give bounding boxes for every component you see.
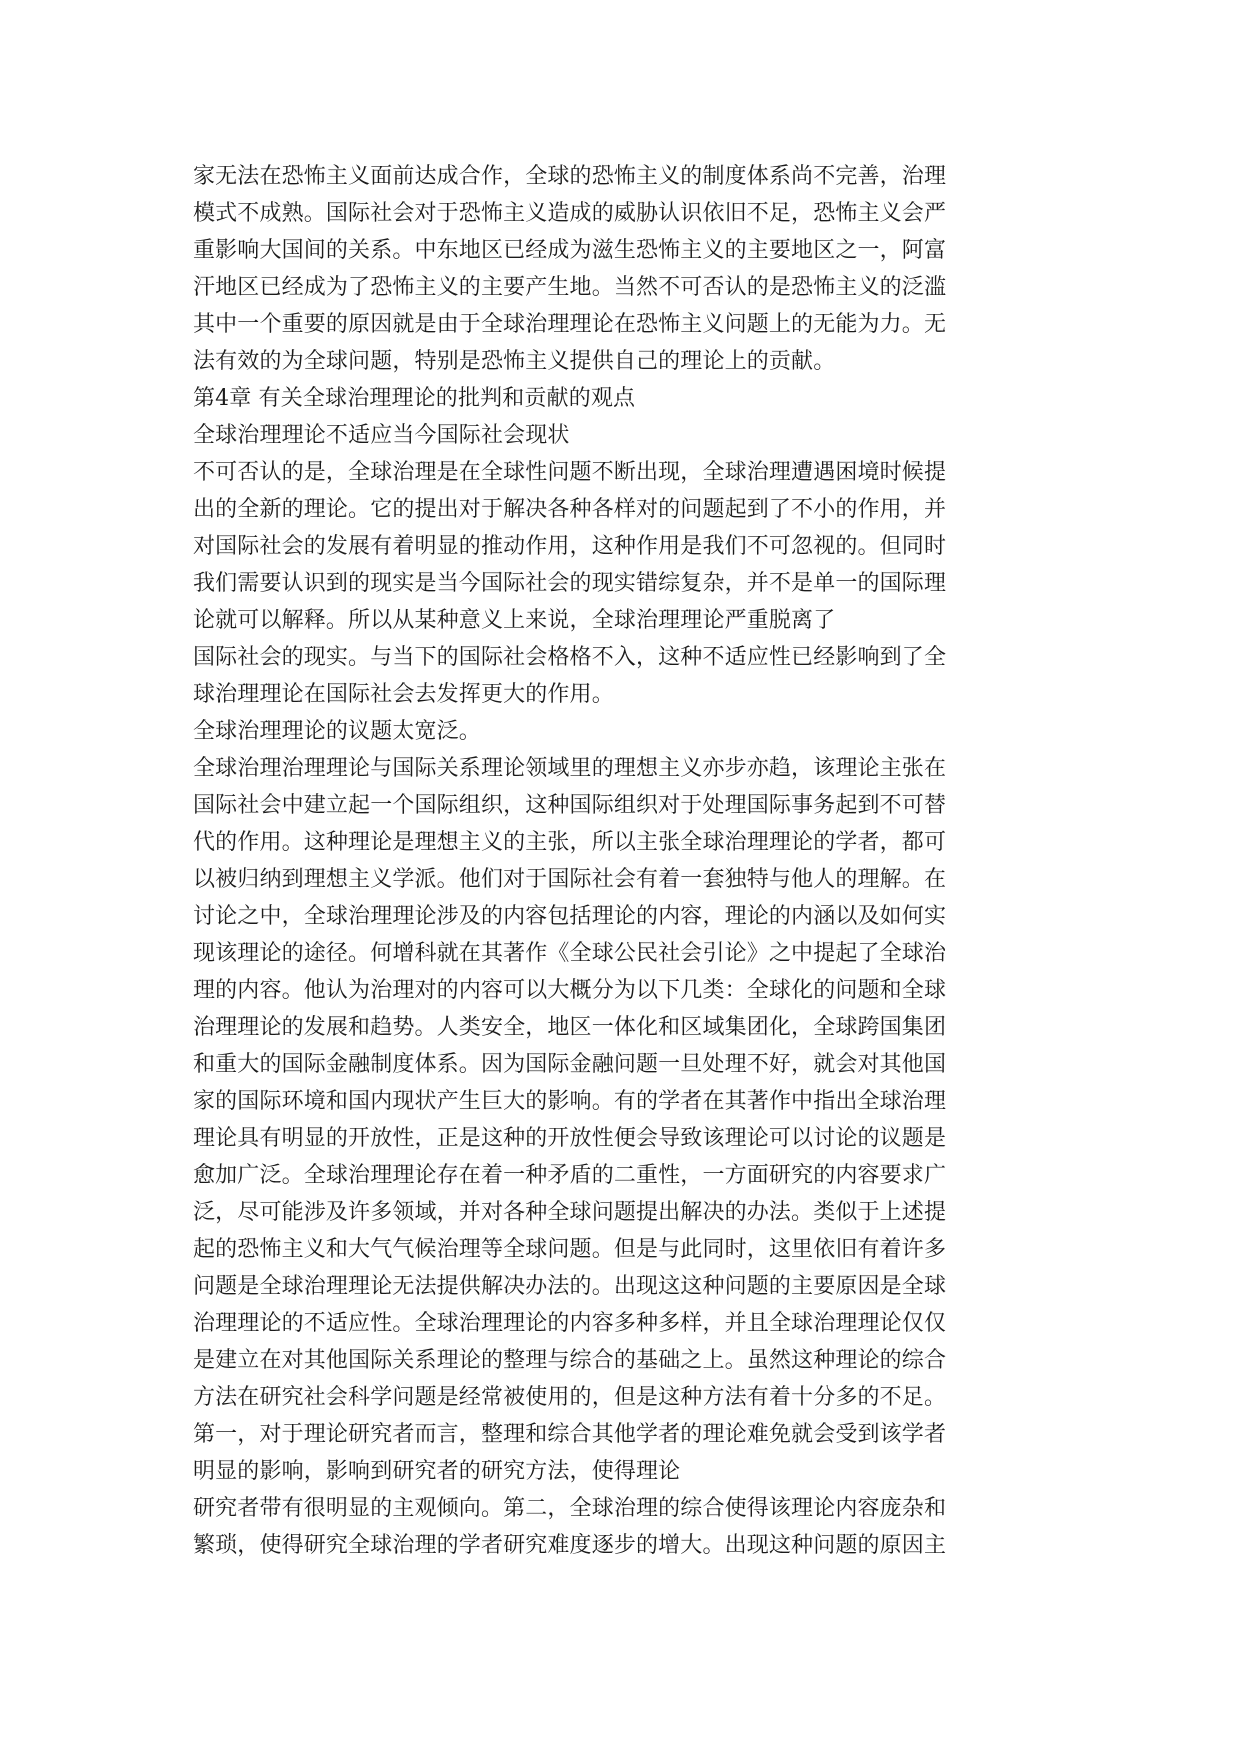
text-line: 问题是全球治理理论无法提供解决办法的。出现这这种问题的主要原因是全球: [193, 1274, 947, 1299]
text-line: 其中一个重要的原因就是由于全球治理理论在恐怖主义问题上的无能为力。无: [193, 312, 947, 337]
text-line: 治理理论的发展和趋势。人类安全，地区一体化和区域集团化，全球跨国集团: [193, 1015, 947, 1040]
text-line: 研究者带有很明显的主观倾向。第二，全球治理的综合使得该理论内容庞杂和: [193, 1496, 947, 1521]
text-line: 球治理理论在国际社会去发挥更大的作用。: [193, 682, 614, 707]
text-line: 泛，尽可能涉及许多领域，并对各种全球问题提出解决的办法。类似于上述提: [193, 1200, 947, 1225]
text-line: 出的全新的理论。它的提出对于解决各种各样对的问题起到了不小的作用，并: [193, 497, 947, 522]
text-line: 不可否认的是，全球治理是在全球性问题不断出现，全球治理遭遇困境时候提: [193, 460, 947, 485]
text-line: 我们需要认识到的现实是当今国际社会的现实错综复杂，并不是单一的国际理: [193, 571, 947, 596]
text-line: 现该理论的途径。何增科就在其著作《全球公民社会引论》之中提起了全球治: [193, 941, 947, 966]
text-line: 重影响大国间的关系。中东地区已经成为滋生恐怖主义的主要地区之一，阿富: [193, 238, 947, 263]
section-heading: 全球治理理论不适应当今国际社会现状: [193, 423, 570, 448]
text-line: 模式不成熟。国际社会对于恐怖主义造成的威胁认识依旧不足，恐怖主义会严: [193, 201, 947, 226]
text-line: 治理理论的不适应性。全球治理理论的内容多种多样，并且全球治理理论仅仅: [193, 1311, 947, 1336]
text-line: 理的内容。他认为治理对的内容可以大概分为以下几类：全球化的问题和全球: [193, 978, 947, 1003]
text-line: 是建立在对其他国际关系理论的整理与综合的基础之上。虽然这种理论的综合: [193, 1348, 947, 1373]
text-line: 第一，对于理论研究者而言，整理和综合其他学者的理论难免就会受到该学者: [193, 1422, 947, 1447]
text-line: 繁琐，使得研究全球治理的学者研究难度逐步的增大。出现这种问题的原因主: [193, 1533, 947, 1558]
text-line: 和重大的国际金融制度体系。因为国际金融问题一旦处理不好，就会对其他国: [193, 1052, 947, 1077]
text-line: 国际社会的现实。与当下的国际社会格格不入，这种不适应性已经影响到了全: [193, 645, 947, 670]
text-line: 理论具有明显的开放性，正是这种的开放性便会导致该理论可以讨论的议题是: [193, 1126, 947, 1151]
section-heading: 全球治理理论的议题太宽泛。: [193, 719, 481, 744]
body-text: [193, 158, 1053, 1564]
text-line: 明显的影响，影响到研究者的研究方法，使得理论: [193, 1459, 681, 1484]
text-line: 起的恐怖主义和大气气候治理等全球问题。但是与此同时，这里依旧有着许多: [193, 1237, 947, 1262]
text-line: 愈加广泛。全球治理理论存在着一种矛盾的二重性，一方面研究的内容要求广: [193, 1163, 947, 1188]
text-line: 代的作用。这种理论是理想主义的主张，所以主张全球治理理论的学者，都可: [193, 830, 947, 855]
text-line: 汗地区已经成为了恐怖主义的主要产生地。当然不可否认的是恐怖主义的泛滥: [193, 275, 947, 300]
text-line: 对国际社会的发展有着明显的推动作用，这种作用是我们不可忽视的。但同时: [193, 534, 947, 559]
text-line: 方法在研究社会科学问题是经常被使用的，但是这种方法有着十分多的不足。: [193, 1385, 947, 1410]
text-line: 全球治理治理理论与国际关系理论领域里的理想主义亦步亦趋，该理论主张在: [193, 756, 947, 781]
text-line: 国际社会中建立起一个国际组织，这种国际组织对于处理国际事务起到不可替: [193, 793, 947, 818]
text-line: 法有效的为全球问题，特别是恐怖主义提供自己的理论上的贡献。: [193, 349, 836, 374]
chapter-heading: 第4章 有关全球治理理论的批判和贡献的观点: [193, 386, 636, 411]
text-line: 论就可以解释。所以从某种意义上来说，全球治理理论严重脱离了: [193, 608, 836, 633]
text-line: 家无法在恐怖主义面前达成合作，全球的恐怖主义的制度体系尚不完善，治理: [193, 164, 947, 189]
text-line: 以被归纳到理想主义学派。他们对于国际社会有着一套独特与他人的理解。在: [193, 867, 947, 892]
text-line: 讨论之中，全球治理理论涉及的内容包括理论的内容，理论的内涵以及如何实: [193, 904, 947, 929]
text-line: 家的国际环境和国内现状产生巨大的影响。有的学者在其著作中指出全球治理: [193, 1089, 947, 1114]
